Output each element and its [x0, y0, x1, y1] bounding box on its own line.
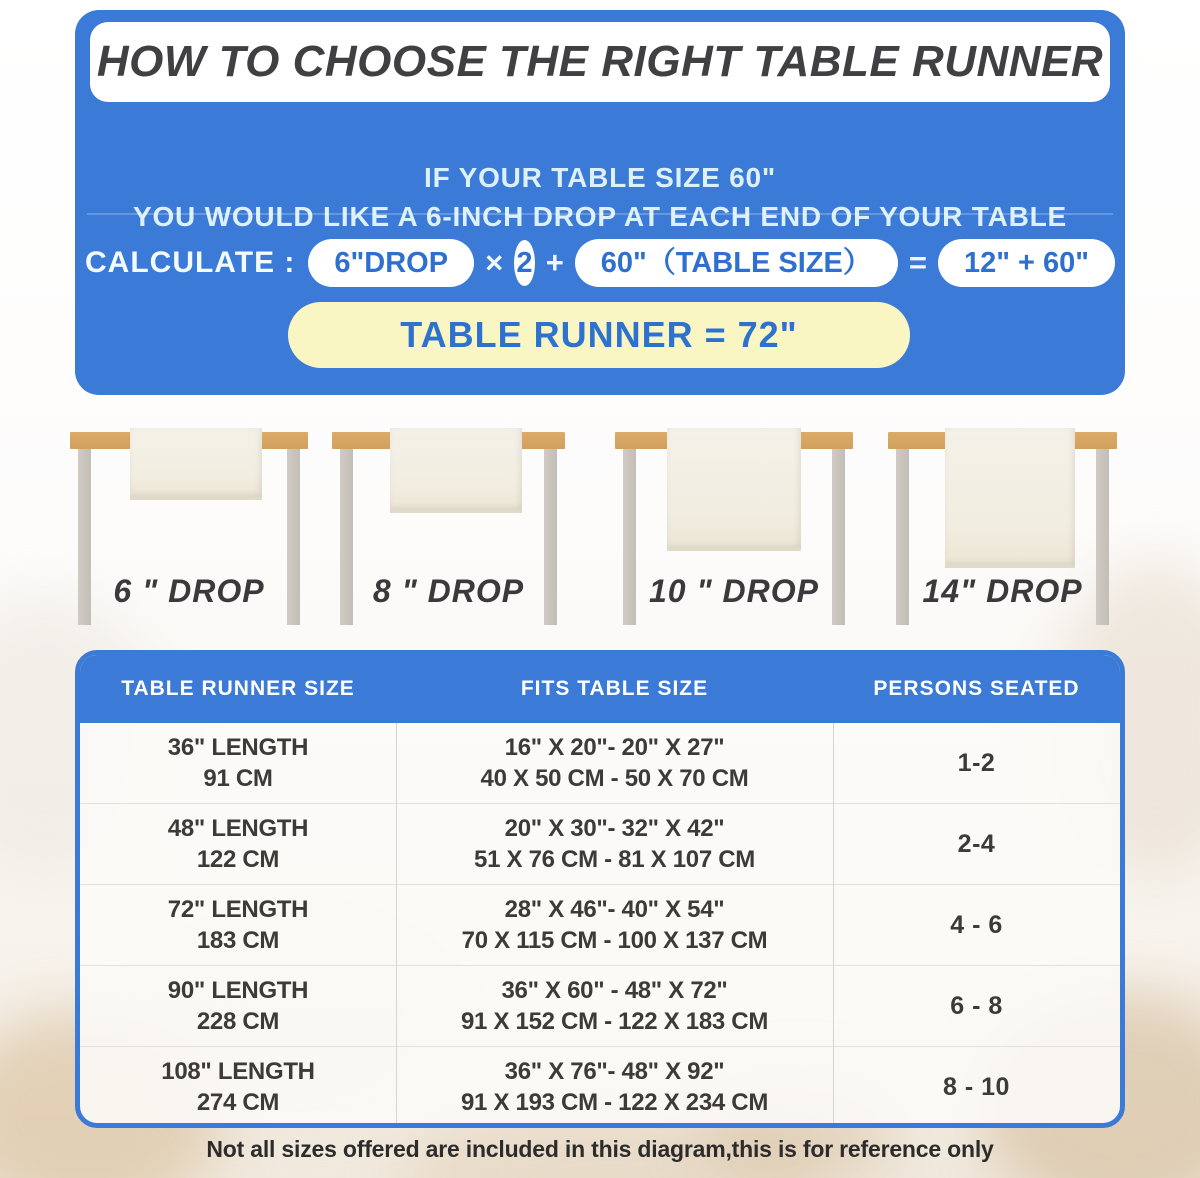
multiply-operator: ×	[485, 245, 504, 280]
table-figure-10-drop	[615, 425, 853, 640]
runner-size-cell: 72" LENGTH 183 CM	[167, 896, 309, 954]
fits-table-cell: 28" X 46"- 40" X 54" 70 X 115 CM - 100 X 137 CM	[461, 896, 768, 954]
fits-table-cell: 36" X 76"- 48" X 92" 91 X 193 CM - 122 X 234 CM	[460, 1058, 769, 1116]
fits-table-cell: 20" X 30"- 32" X 42" 51 X 76 CM - 81 X 107 CM	[474, 815, 755, 873]
column-header-fits-table: FITS TABLE SIZE	[520, 677, 709, 700]
table-row	[80, 965, 1120, 1046]
table-row	[80, 1046, 1120, 1127]
result-pill	[288, 302, 910, 368]
page-title: HOW TO CHOOSE THE RIGHT TABLE RUNNER	[96, 37, 1104, 86]
runner-cloth	[390, 428, 522, 513]
table-figure-8-drop	[332, 425, 565, 640]
calculate-label: CALCULATE :	[85, 246, 296, 279]
size-chart-body	[80, 723, 1120, 1123]
column-separator	[833, 723, 834, 1123]
runner-size-cell: 48" LENGTH 122 CM	[167, 815, 309, 873]
size-chart-header	[80, 655, 1120, 723]
column-header-persons: PERSONS SEATED	[873, 677, 1080, 700]
equals-operator: =	[908, 245, 927, 280]
drop-label: 14" DROP	[922, 573, 1083, 609]
persons-cell: 1-2	[957, 748, 996, 777]
drop-label: 8 " DROP	[372, 573, 525, 609]
result-text: TABLE RUNNER = 72"	[400, 314, 798, 355]
title-box	[90, 22, 1110, 102]
table-figure-14-drop	[888, 425, 1117, 640]
persons-cell: 8 - 10	[943, 1072, 1010, 1101]
subtitle-line2: YOU WOULD LIKE A 6-INCH DROP AT EACH END OF YOUR TABLE	[132, 201, 1068, 232]
runner-size-cell: 108" LENGTH 274 CM	[161, 1058, 315, 1116]
persons-cell: 2-4	[957, 829, 996, 858]
size-chart	[75, 650, 1125, 1128]
table-size-pill: 60"（TABLE SIZE）	[575, 239, 898, 287]
sum-pill: 12" + 60"	[938, 239, 1115, 287]
drop-value-pill: 6"DROP	[308, 239, 474, 287]
header-panel	[75, 10, 1125, 395]
persons-cell: 6 - 8	[950, 991, 1003, 1020]
runner-cloth	[945, 428, 1075, 568]
column-header-runner-size: TABLE RUNNER SIZE	[121, 677, 355, 700]
calculation-row	[85, 238, 1115, 288]
runner-cloth	[667, 428, 801, 551]
drop-label: 6 " DROP	[113, 573, 265, 609]
plus-operator: +	[545, 245, 564, 280]
runner-size-cell: 36" LENGTH 91 CM	[167, 734, 309, 792]
subtitle-line1: IF YOUR TABLE SIZE 60"	[424, 162, 776, 193]
drop-label: 10 " DROP	[649, 573, 819, 609]
persons-cell: 4 - 6	[950, 910, 1003, 939]
runner-size-cell: 90" LENGTH 228 CM	[167, 977, 309, 1035]
divider	[87, 213, 1113, 215]
footnote: Not all sizes offered are included in this diagram,this is for reference only	[206, 1136, 994, 1162]
table-figure-6-drop	[70, 425, 308, 640]
runner-cloth	[130, 428, 262, 500]
fits-table-cell: 36" X 60" - 48" X 72" 91 X 152 CM - 122 X 183 CM	[460, 977, 769, 1035]
table-row	[80, 723, 1120, 803]
table-row	[80, 884, 1120, 965]
fits-table-cell: 16" X 20"- 20" X 27" 40 X 50 CM - 50 X 70 CM	[480, 734, 749, 792]
table-row	[80, 803, 1120, 884]
column-separator	[396, 723, 397, 1123]
multiplier-badge: 2	[514, 240, 534, 286]
